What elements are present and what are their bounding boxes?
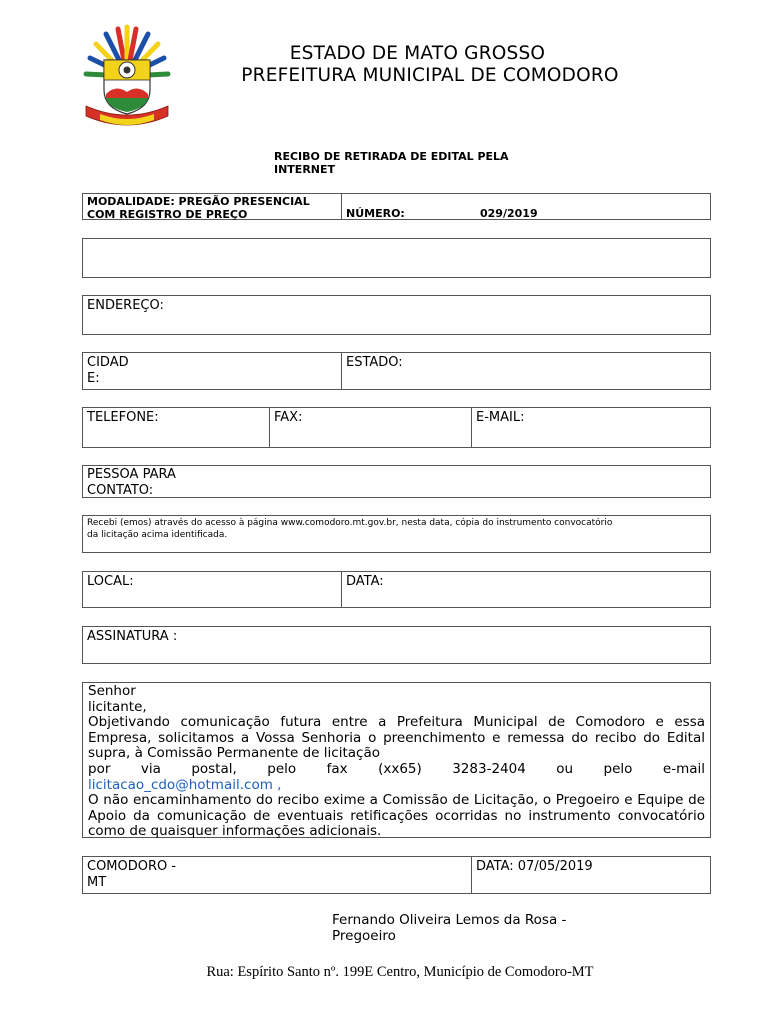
- city-field[interactable]: [83, 353, 341, 389]
- coat-of-arms-logo: [78, 24, 176, 136]
- signature-field[interactable]: [82, 626, 711, 664]
- contact-person-label: [83, 466, 710, 501]
- document-title-line-2: INTERNET: [274, 163, 336, 176]
- notice-letter: [82, 682, 711, 838]
- modality-line-2: COM REGISTRO DE PREÇO: [87, 208, 248, 221]
- letter-greeting-line-2: licitante,: [88, 698, 147, 715]
- address-label: ENDEREÇO:: [87, 298, 164, 313]
- place-field[interactable]: [83, 572, 341, 607]
- letter-contact-line: por via postal, pelo fax (xx65) 3283-2404 ou pelo e-mail: [88, 760, 705, 777]
- closing-date-value: DATA: 07/05/2019: [476, 859, 593, 874]
- signer-role: Pregoeiro: [332, 928, 396, 944]
- number-cell: [341, 194, 710, 219]
- letter-email-link[interactable]: licitacao_cdo@hotmail.com ,: [88, 776, 282, 793]
- blank-field[interactable]: [82, 238, 711, 278]
- date-label: DATA:: [346, 574, 384, 589]
- closing-place-line-1: COMODORO -: [87, 859, 177, 874]
- municipality-title: PREFEITURA MUNICIPAL DE COMODORO: [241, 65, 619, 86]
- modality-line-1: MODALIDADE: PREGÃO PRESENCIAL: [87, 195, 310, 208]
- place-label: LOCAL:: [87, 574, 134, 589]
- modality-row: [82, 193, 711, 220]
- signer-block: [332, 912, 566, 944]
- letter-greeting-line-1: Senhor: [88, 683, 136, 699]
- closing-row: [82, 856, 711, 894]
- signer-name: Fernando Oliveira Lemos da Rosa -: [332, 912, 567, 928]
- number-label: NÚMERO:: [346, 207, 405, 220]
- fax-label: FAX:: [274, 410, 303, 425]
- fax-field[interactable]: [269, 408, 471, 447]
- closing-place: [83, 857, 471, 893]
- city-state-row: [82, 352, 711, 390]
- document-title-line-1: RECIBO DE RETIRADA DE EDITAL PELA: [274, 150, 509, 163]
- blank-field-label: [83, 241, 91, 260]
- place-date-row: [82, 571, 711, 608]
- contact-person-label-line-1: PESSOA PARA: [87, 467, 176, 482]
- email-label: E-MAIL:: [476, 410, 525, 425]
- declaration-line-2: da licitação acima identificada.: [87, 529, 228, 540]
- contact-info-row: [82, 407, 711, 448]
- footer-address: Rua: Espírito Santo nº. 199E Centro, Município de Comodoro-MT: [206, 964, 594, 980]
- state-field[interactable]: [341, 353, 710, 389]
- closing-place-line-2: MT: [87, 875, 107, 890]
- phone-label: TELEFONE:: [87, 410, 159, 425]
- state-label: ESTADO:: [346, 355, 403, 370]
- state-title: ESTADO DE MATO GROSSO: [289, 43, 546, 64]
- contact-person-field[interactable]: [82, 465, 711, 498]
- letter-paragraph-2: O não encaminhamento do recibo exime a Comissão de Licitação, o Pregoeiro e Equipe de Apoio da comunicação de eventuais retificações ocorridas no instrumento convocatório como de quaisquer informações adicionais.: [88, 792, 705, 840]
- letter-paragraph-1: Objetivando comunicação futura entre a Prefeitura Municipal de Comodoro e essa Empresa, solicitamos a Vossa Senhoria o preenchimento e remessa do recibo do Edital supra, à Comissão Permanente de licitação: [88, 714, 705, 762]
- contact-person-label-line-2: CONTATO:: [87, 483, 154, 498]
- declaration-box: [82, 515, 711, 553]
- municipal-coat-of-arms-icon: [78, 24, 176, 136]
- date-field[interactable]: [341, 572, 710, 607]
- modality-cell: [83, 194, 341, 219]
- signature-label: ASSINATURA :: [87, 629, 178, 644]
- email-field[interactable]: [471, 408, 710, 447]
- document-title: [274, 150, 574, 176]
- declaration-line-1: Recebi (emos) através do acesso à página www.comodoro.mt.gov.br, nesta data, cópia do instrumento convocatório: [87, 518, 613, 528]
- closing-date: [471, 857, 710, 893]
- city-label-line-1: CIDAD: [87, 355, 129, 370]
- declaration-text: [83, 516, 710, 543]
- address-field[interactable]: [82, 295, 711, 335]
- city-label-line-2: E:: [87, 371, 100, 386]
- number-value: 029/2019: [480, 207, 538, 220]
- phone-field[interactable]: [83, 408, 269, 447]
